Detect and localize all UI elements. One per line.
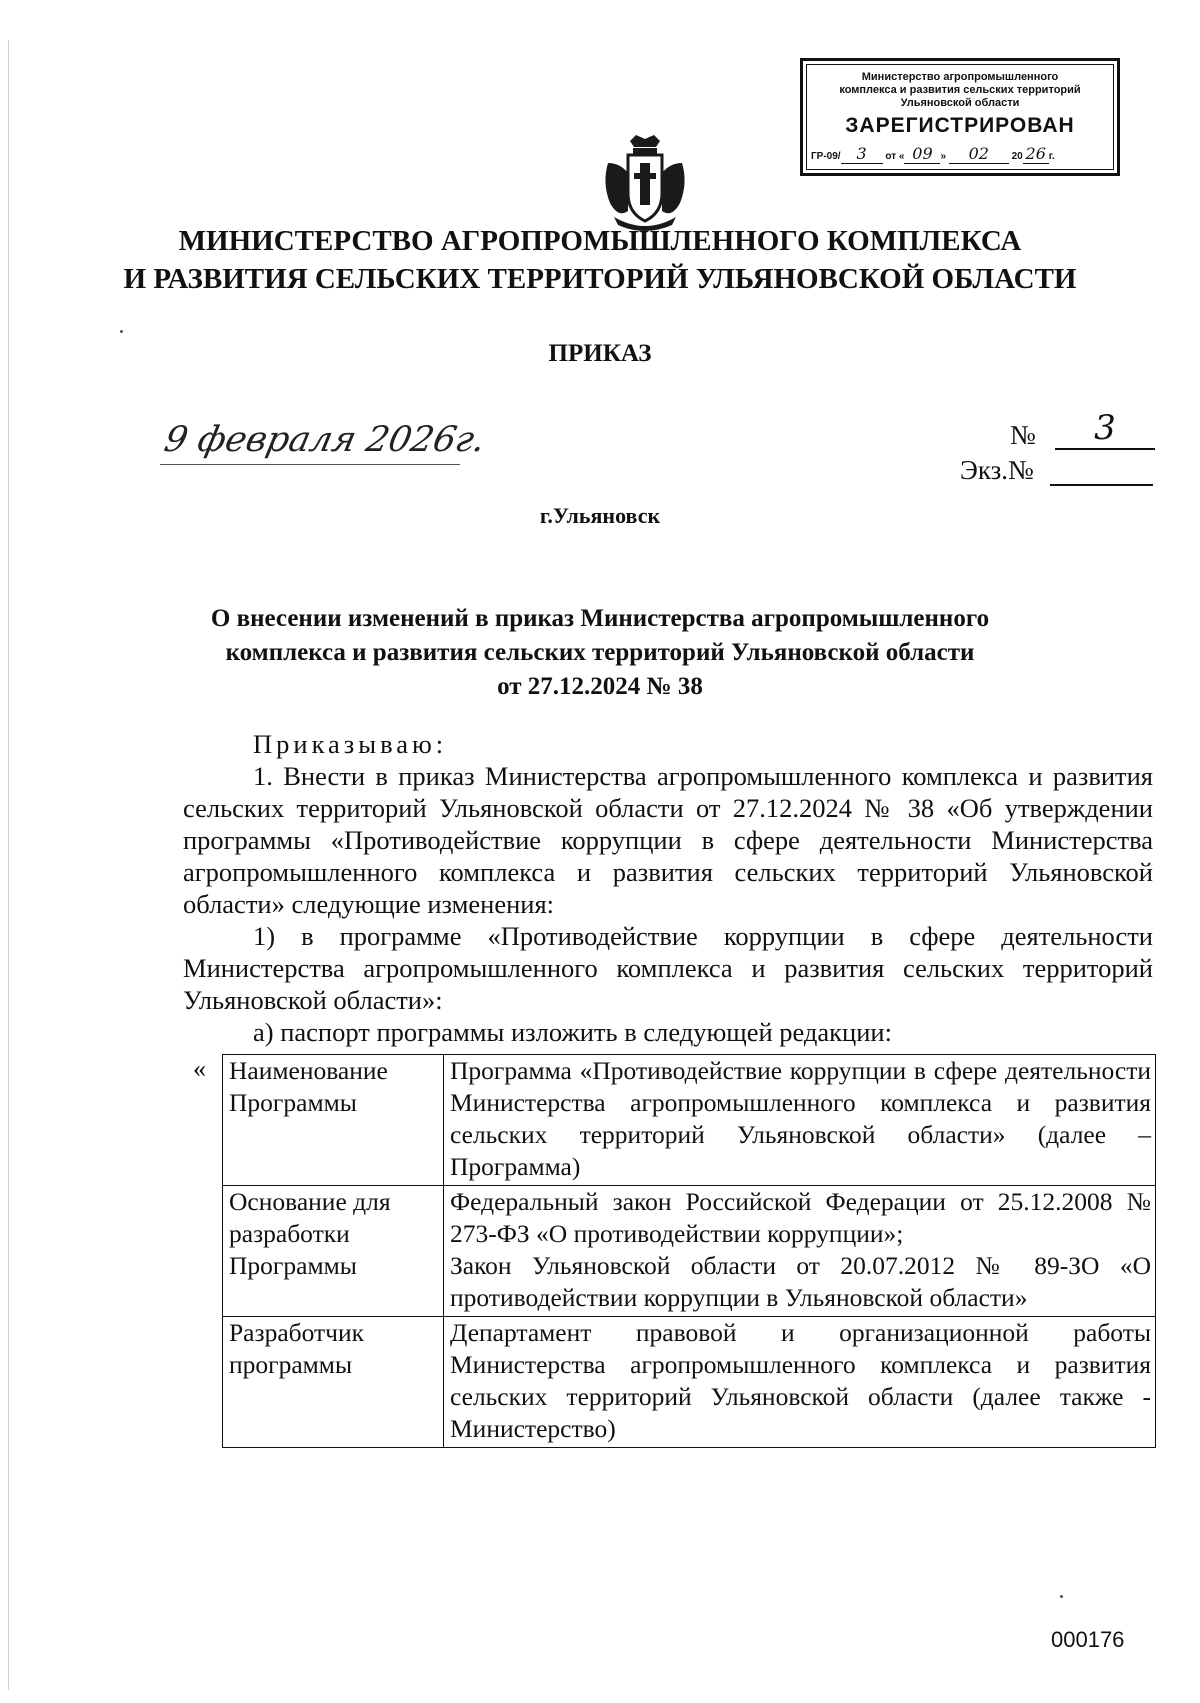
- table-row: [223, 1317, 1156, 1448]
- table-row: [223, 1055, 1156, 1186]
- order-body: [183, 728, 1153, 1048]
- stamp-line-3: Ульяновской области: [900, 97, 1020, 109]
- row-value-text: Департамент правовой и организационной работы Министерства агропромышленного комплекса и развития сельских территорий Ульяновской области (далее также - Министерство): [450, 1318, 1151, 1443]
- registration-stamp: [800, 58, 1120, 176]
- number-label: №: [1010, 420, 1036, 450]
- row-value-text: Федеральный закон Российской Федерации от 25.12.2008 № 273-ФЗ «О противодействии коррупции»;: [450, 1187, 1151, 1248]
- coat-of-arms-emblem: [600, 133, 690, 233]
- handwritten-date: 9 февраля 2026г.: [160, 420, 489, 460]
- stamp-registration-line: ГР-09/ 3 от « 09 » 02 20 26 г.: [811, 144, 1055, 163]
- stamp-inner-frame: [806, 64, 1114, 170]
- city-name: г.Ульяновск: [539, 503, 661, 528]
- copy-number-label: Экз.№: [960, 455, 1034, 485]
- heading-line-3: от 27.12.2024 № 38: [497, 673, 703, 700]
- scan-speck: [1060, 1595, 1063, 1598]
- paragraph-3: а) паспорт программы изложить в следующей редакции:: [253, 1017, 892, 1047]
- row-value: [444, 1055, 1156, 1186]
- stamp-year-prefix: 20: [1011, 151, 1023, 162]
- row-label: Разработчик программы: [223, 1317, 444, 1448]
- ministry-title-line-2: И РАЗВИТИЯ СЕЛЬСКИХ ТЕРРИТОРИЙ УЛЬЯНОВСКОЙ ОБЛАСТИ: [123, 263, 1077, 295]
- stamp-day: 09: [904, 144, 940, 164]
- ministry-title-line-1: МИНИСТЕРСТВО АГРОПРОМЫШЛЕННОГО КОМПЛЕКСА: [178, 225, 1022, 257]
- stamp-year-suffix: 26: [1023, 144, 1049, 164]
- row-label: Основание для разработки Программы: [223, 1186, 444, 1317]
- row-value: [444, 1186, 1156, 1317]
- stamp-month: 02: [949, 144, 1009, 164]
- paragraph-1: 1. Внести в приказ Министерства агропромышленного комплекса и развития сельских территорий Ульяновской области от 27.12.2024 № 38 «Об утверждении программы «Противодействие коррупции в сфере деятельности Министерства агропромышленного комплекса и развития сельских территорий Ульяновской области» следующие изменения:: [183, 761, 1153, 919]
- stamp-ministry-text: [807, 71, 1113, 110]
- stamp-year-label: г.: [1048, 151, 1055, 162]
- stamp-title: ЗАРЕГИСТРИРОВАН: [845, 114, 1075, 137]
- order-number-value: 3: [1055, 408, 1155, 450]
- row-value-text: Закон Ульяновской области от 20.07.2012 № 89-ЗО «О противодействии коррупции в Ульяновской области»: [450, 1251, 1151, 1312]
- document-type-title: ПРИКАЗ: [548, 340, 652, 367]
- document-serial-number: 000176: [1051, 1627, 1125, 1652]
- heading-line-1: О внесении изменений в приказ Министерства агропромышленного: [210, 605, 990, 632]
- table-open-quote: «: [193, 1054, 206, 1083]
- paragraph-2: 1) в программе «Противодействие коррупции в сфере деятельности Министерства агропромышленного комплекса и развития сельских территорий Ульяновской области»:: [183, 921, 1153, 1015]
- order-heading: [0, 602, 1200, 704]
- table-row: [223, 1186, 1156, 1317]
- row-value: [444, 1317, 1156, 1448]
- date-underline: [160, 464, 460, 465]
- heading-line-2: комплекса и развития сельских территорий Ульяновской области: [225, 639, 975, 666]
- stamp-reg-number: 3: [841, 144, 883, 164]
- stamp-reg-prefix: ГР-09/: [811, 151, 841, 162]
- program-passport-table: [222, 1054, 1156, 1448]
- row-value-text: Программа «Противодействие коррупции в сфере деятельности Министерства агропромышленного комплекса и развития сельских территорий Ульяновской области» (далее – Программа): [450, 1056, 1151, 1181]
- copy-number-blank: [1050, 484, 1153, 486]
- stamp-line-1: Министерство агропромышленного: [861, 71, 1059, 83]
- order-word: Приказываю:: [253, 729, 448, 759]
- row-label: Наименование Программы: [223, 1055, 444, 1186]
- stamp-from-label: от «: [885, 151, 905, 162]
- scan-speck: [120, 330, 123, 333]
- stamp-line-2: комплекса и развития сельских территорий: [839, 84, 1081, 96]
